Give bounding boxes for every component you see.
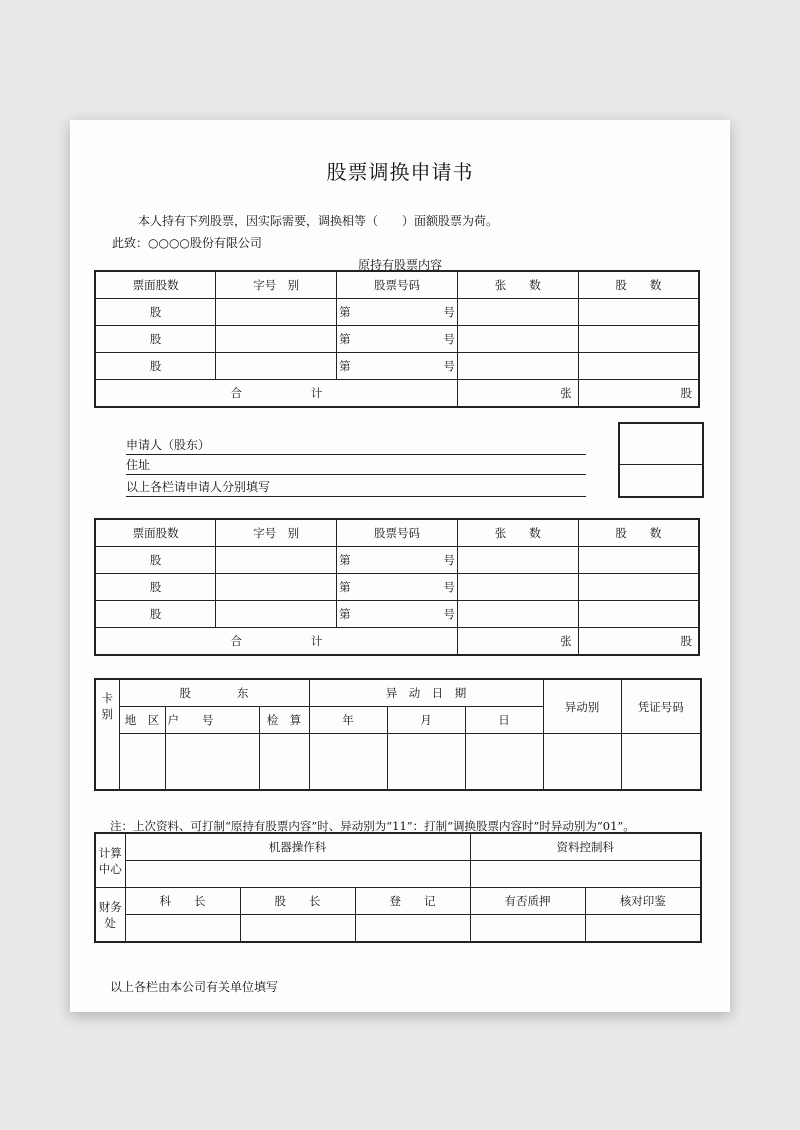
table-row	[95, 299, 699, 326]
machine-ops-cell[interactable]	[125, 861, 470, 888]
sheets-cell[interactable]	[457, 353, 578, 380]
computing-center-label: 计算中心	[95, 833, 125, 888]
shares-cell[interactable]	[578, 353, 699, 380]
seal-divider	[620, 464, 702, 465]
register-cell[interactable]	[355, 915, 470, 943]
data-control-cell[interactable]	[470, 861, 701, 888]
di-label: 第	[339, 553, 351, 567]
header-serial: 字号 别	[216, 271, 337, 299]
di-label: 第	[339, 332, 351, 346]
voucher-cell[interactable]	[621, 734, 701, 790]
chief-header: 科 长	[125, 888, 240, 915]
applicant-address-line[interactable]: 住址	[126, 456, 586, 475]
register-header: 登 记	[355, 888, 470, 915]
change-type-header: 异动别	[543, 679, 621, 734]
seal-check-header: 核对印鉴	[585, 888, 701, 915]
pledge-cell[interactable]	[470, 915, 585, 943]
number-cell[interactable]	[337, 353, 458, 380]
applicant-note-line: 以上各栏请申请人分别填写	[126, 478, 586, 497]
unit-gu: 股	[95, 547, 216, 574]
shares-cell[interactable]	[578, 299, 699, 326]
number-cell[interactable]	[337, 299, 458, 326]
sheets-cell[interactable]	[457, 326, 578, 353]
total-label: 合 计	[95, 380, 457, 408]
section-chief-header: 股 长	[240, 888, 355, 915]
machine-ops-header: 机器操作科	[125, 833, 470, 861]
chief-cell[interactable]	[125, 915, 240, 943]
unit-gu: 股	[95, 601, 216, 628]
shareholder-header: 股 东	[119, 679, 309, 707]
salutation: 此致：○○○○股份有限公司	[112, 236, 262, 250]
hao-label: 号	[443, 359, 455, 373]
region-cell[interactable]	[119, 734, 165, 790]
new-stock-table	[94, 518, 700, 656]
total-row	[95, 628, 699, 656]
sheets-cell[interactable]	[457, 299, 578, 326]
header-sheets: 张 数	[457, 271, 578, 299]
header-sheets: 张 数	[457, 519, 578, 547]
serial-cell[interactable]	[216, 299, 337, 326]
change-type-cell[interactable]	[543, 734, 621, 790]
check-cell[interactable]	[259, 734, 309, 790]
header-face-shares: 票面股数	[95, 519, 216, 547]
table-row	[95, 547, 699, 574]
shares-cell[interactable]	[578, 574, 699, 601]
table-row	[95, 574, 699, 601]
document-page	[70, 120, 730, 1012]
footer-text: 以上各栏由本公司有关单位填写	[110, 980, 279, 994]
table-row	[95, 326, 699, 353]
total-gu: 股	[578, 628, 699, 656]
serial-cell[interactable]	[216, 601, 337, 628]
month-header: 月	[387, 707, 465, 734]
year-header: 年	[309, 707, 387, 734]
di-label: 第	[339, 607, 351, 621]
sheets-cell[interactable]	[457, 547, 578, 574]
check-header: 检 算	[259, 707, 309, 734]
header-face-shares: 票面股数	[95, 271, 216, 299]
number-cell[interactable]	[337, 326, 458, 353]
applicant-name-line[interactable]: 申请人（股东）	[126, 436, 586, 455]
intro-text: 本人持有下列股票，因实际需要，调换相等（ ）面额股票为荷。	[138, 214, 499, 228]
number-cell[interactable]	[337, 547, 458, 574]
sheets-cell[interactable]	[457, 574, 578, 601]
total-label: 合 计	[95, 628, 457, 656]
hao-label: 号	[443, 580, 455, 594]
month-cell[interactable]	[387, 734, 465, 790]
table-row	[95, 601, 699, 628]
region-header: 地 区	[119, 707, 165, 734]
table-row	[95, 353, 699, 380]
card-change-table	[94, 678, 702, 791]
pledge-header: 有否质押	[470, 888, 585, 915]
original-caption: 原持有股票内容	[357, 258, 442, 272]
year-cell[interactable]	[309, 734, 387, 790]
note-text: 注：上次资料、可打制“原持有股票内容”时、异动别为“11”：打制“调换股票内容时”时异动别为“01”。	[110, 819, 635, 833]
serial-cell[interactable]	[216, 574, 337, 601]
hao-label: 号	[443, 305, 455, 319]
seal-check-cell[interactable]	[585, 915, 701, 943]
account-cell[interactable]	[165, 734, 259, 790]
number-cell[interactable]	[337, 601, 458, 628]
header-serial: 字号 别	[216, 519, 337, 547]
table-row	[95, 734, 701, 790]
hao-label: 号	[443, 607, 455, 621]
seal-box[interactable]	[618, 422, 704, 498]
total-gu: 股	[578, 380, 699, 408]
original-stock-table	[94, 270, 700, 408]
day-header: 日	[465, 707, 543, 734]
finance-label: 财务处	[95, 888, 125, 943]
section-chief-cell[interactable]	[240, 915, 355, 943]
unit-gu: 股	[95, 574, 216, 601]
page-title: 股票调换申请书	[326, 160, 474, 184]
di-label: 第	[339, 305, 351, 319]
di-label: 第	[339, 580, 351, 594]
unit-gu: 股	[95, 299, 216, 326]
unit-gu: 股	[95, 326, 216, 353]
account-header: 户 号	[165, 707, 259, 734]
total-zhang: 张	[457, 628, 578, 656]
number-cell[interactable]	[337, 574, 458, 601]
header-shares: 股 数	[578, 519, 699, 547]
voucher-header: 凭证号码	[621, 679, 701, 734]
serial-cell[interactable]	[216, 326, 337, 353]
di-label: 第	[339, 359, 351, 373]
data-control-header: 资料控制科	[470, 833, 701, 861]
total-zhang: 张	[457, 380, 578, 408]
change-date-header: 异 动 日 期	[309, 679, 543, 707]
hao-label: 号	[443, 553, 455, 567]
hao-label: 号	[443, 332, 455, 346]
shares-cell[interactable]	[578, 547, 699, 574]
unit-gu: 股	[95, 353, 216, 380]
header-stock-number: 股票号码	[337, 519, 458, 547]
sheets-cell[interactable]	[457, 601, 578, 628]
total-row	[95, 380, 699, 408]
header-stock-number: 股票号码	[337, 271, 458, 299]
header-shares: 股 数	[578, 271, 699, 299]
card-label: 卡别	[95, 679, 119, 790]
serial-cell[interactable]	[216, 353, 337, 380]
day-cell[interactable]	[465, 734, 543, 790]
serial-cell[interactable]	[216, 547, 337, 574]
office-table	[94, 832, 702, 943]
shares-cell[interactable]	[578, 326, 699, 353]
shares-cell[interactable]	[578, 601, 699, 628]
